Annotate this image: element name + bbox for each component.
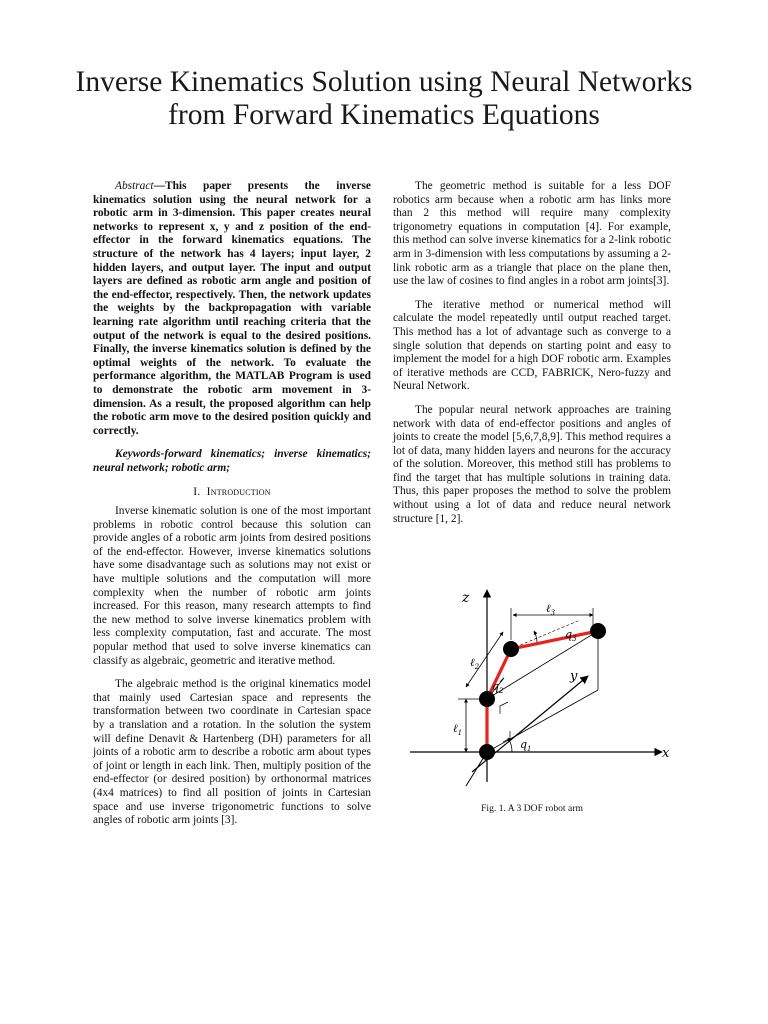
title-line-1: Inverse Kinematics Solution using Neural Networks [75, 66, 693, 98]
q3-label-main: q [565, 628, 573, 641]
keywords: Keywords-forward kinematics; inverse kinematics; neural network; robotic arm; [93, 448, 371, 474]
l2-label-main: ℓ [470, 656, 475, 669]
intro-paragraph-2: The algebraic method is the original kinematics model that mainly used Cartesian space and represents the transformation between two coordinate in Cartesian space by a translation and a rotation. In the solution the system will define Denavit & Hartenberg (DH) parameters for all joints of a robotic arm to describe a robotic arm about types of joint or length in each link. Then, multiply position of the end-effector (or desired position) by orthonormal matrices (4x4 matrices) to find all position of joints in Cartesian space and use inverse trigonometric functions to solve angles of robotic arm joints [3]. [93, 678, 371, 827]
q2-label [492, 680, 504, 695]
q2-label-main: q [492, 680, 500, 693]
right-paragraph-2: The iterative method or numerical method will calculate the model repeatedly until output reached target. This method has a lot of advantage such as converge to a single solution that depends on starting point and easy to implement the model for a high DOF robotic arm. Examples of iterative methods are CCD, FABRICK, Nero-fuzzy and Neural Network. [393, 298, 671, 393]
l3-label-main: ℓ [546, 602, 551, 615]
left-column [93, 180, 371, 838]
title-line-2: from Forward Kinematics Equations [168, 99, 600, 131]
joint-end-effector [590, 623, 606, 639]
joint-base [479, 744, 495, 760]
figure-caption: Fig. 1. A 3 DOF robot arm [481, 803, 583, 814]
l3-label-sub: 3 [550, 609, 556, 617]
right-paragraph-1: The geometric method is suitable for a less DOF robotics arm because when a robotic arm has links more than 2 this method will require many complexity trigonometry equations in computation [4]. For example, this method can solve inverse kinematics for a 2-link robotic arm in 3-dimension with less computations by assuming a 2-link robotic arm as a triangle that place on the plane then, use the law of cosines to find angles in a robot arm joints[3]. [393, 180, 671, 288]
z-axis-label: z [462, 590, 470, 606]
l1-label [453, 722, 462, 737]
y-axis-label: y [570, 669, 578, 684]
q3-label-sub: 3 [572, 635, 577, 643]
l2-label-sub: 2 [474, 663, 480, 671]
right-paragraph-3: The popular neural network approaches are training network with data of end-effector positions and angles of joints to create the model [5,6,7,8,9]. This method requires a lot of data, many hidden layers and neurons for the accuracy of the solution. Moreover, this method still has problems to find the target that has multiple solutions in training data. Thus, this paper proposes the method to solve the problem without using a lot of data and reduce neural network structure [1, 2]. [393, 403, 671, 525]
q2-label-sub: 2 [499, 687, 504, 695]
l1-label-sub: 1 [457, 729, 463, 737]
robot-arm-figure [400, 582, 690, 802]
q1-label [520, 738, 532, 753]
l3-label [546, 602, 556, 617]
right-angle-mark-1 [500, 702, 508, 714]
abstract-dash: — [153, 180, 165, 192]
abstract-label: Abstract [115, 180, 154, 192]
intro-paragraph-1: Inverse kinematic solution is one of the most important problems in robotic control because this solution can provide angles of a robotic arm joints from desired positions of the end-effector. However, inverse kinematics solutions have some disadvantage such as solutions may not exist or have multiple solutions and the computation will more complexity when the number of robotic arm joints increased. For this reason, many research attempts to find the new method to solve inverse kinematics problem with less complexity computation, fast and accurate. The most popular method that used to solve inverse kinematics can classify as algebraic, geometric and iterative method. [93, 505, 371, 667]
section-number: I. [193, 485, 201, 499]
q3-label [565, 628, 577, 643]
right-column [393, 180, 671, 536]
l2-label [470, 656, 480, 671]
projection-line-3 [487, 690, 598, 752]
paper-title [40, 66, 728, 132]
joint-shoulder [479, 691, 495, 707]
section-heading-introduction [93, 485, 371, 499]
l1-label-main: ℓ [453, 722, 458, 735]
q2-arc [500, 678, 504, 682]
section-title: Introduction [206, 485, 271, 499]
q1-label-sub: 1 [527, 745, 532, 753]
robot-arm-diagram [400, 582, 690, 802]
abstract [93, 180, 371, 438]
joint-elbow [503, 641, 519, 657]
q1-label-main: q [520, 738, 528, 751]
x-axis-label: x [662, 746, 670, 761]
abstract-body: This paper presents the inverse kinematics solution using the neural network for a robotic arm in 3-dimension. This paper creates neural networks to represent x, y and z position of the end-effector in the forward kinematics equations. The structure of the network has 4 layers; input layer, 2 hidden layers, and output layer. The input and output layers are defined as robotic arm angle and position of the end-effector, respectively. Then, the network updates the weights by the backpropagation with variable learning rate algorithm until reaching criteria that the output of the network is equal to the desired positions. Finally, the inverse kinematics solution is defined by the optimal weights of the network. To evaluate the performance algorithm, the MATLAB Program is used to demonstrate the robotic arm movement in 3-dimension. As a result, the proposed algorithm can help the robotic arm move to the desired position quickly and correctly. [93, 180, 371, 437]
